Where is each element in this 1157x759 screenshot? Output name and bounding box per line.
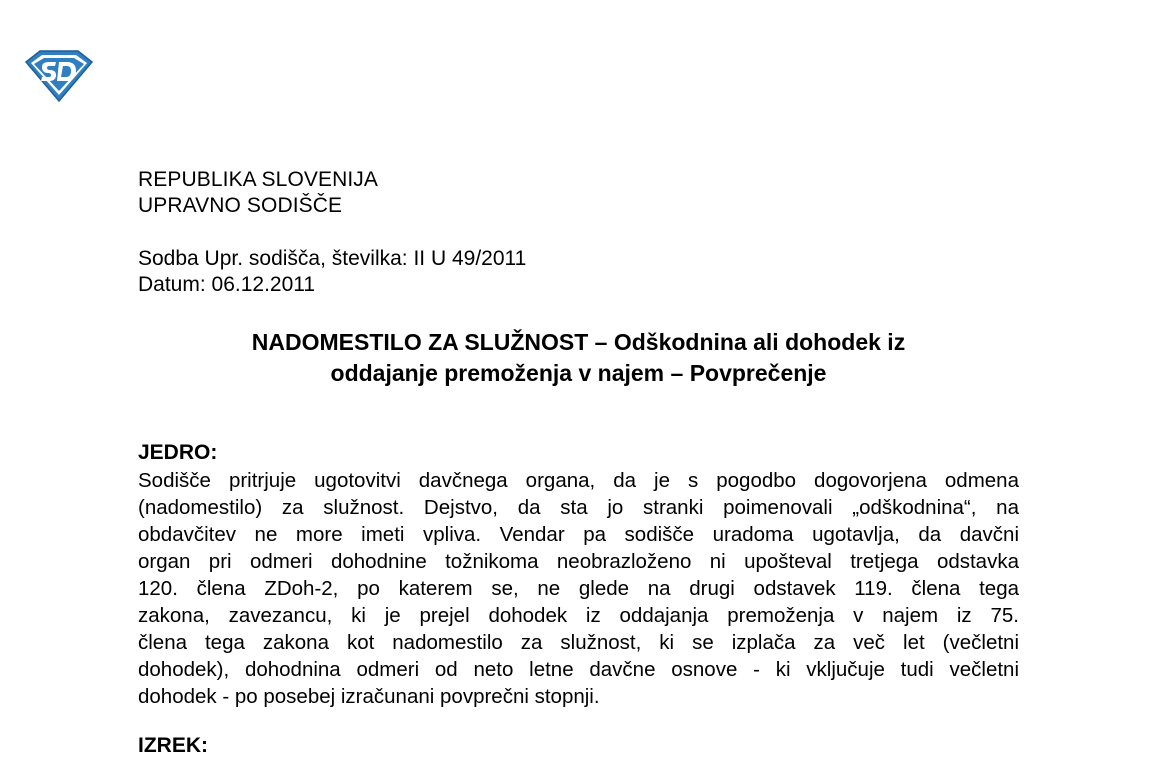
paragraph-line: obdavčitev ne more imeti vpliva. Vendar pa sodišče uradoma ugotavlja, da davčni xyxy=(138,523,1019,546)
court-name: UPRAVNO SODIŠČE xyxy=(138,194,343,217)
paragraph-line: zakona, zavezancu, ki je prejel dohodek iz oddajanja premoženja v najem iz 75. xyxy=(138,604,1019,627)
jedro-paragraph xyxy=(138,467,1019,710)
document-title xyxy=(138,327,1019,389)
paragraph-line: dohodek), dohodnina odmeri od neto letne davčne osnove - ki vključuje tudi večletni xyxy=(138,658,1019,681)
title-line-2: oddajanje premoženja v najem – Povprečenje xyxy=(330,360,827,386)
paragraph-line: Sodišče pritrjuje ugotovitvi davčnega organa, da je s pogodbo dogovorjena odmena xyxy=(138,469,1019,492)
sodisce-shield-logo-icon xyxy=(22,48,96,104)
court-logo xyxy=(22,48,96,104)
court-header xyxy=(138,167,378,219)
paragraph-line: člena tega zakona kot nadomestilo za služnost, ki se izplača za več let (večletni xyxy=(138,631,1019,654)
date-line: Datum: 06.12.2011 xyxy=(138,273,316,296)
title-line-1: NADOMESTILO ZA SLUŽNOST – Odškodnina ali dohodek iz xyxy=(251,329,906,355)
case-number-line: Sodba Upr. sodišča, številka: II U 49/2011 xyxy=(138,247,527,270)
paragraph-line: dohodek - po posebej izračunani povprečni stopnji. xyxy=(138,685,600,708)
paragraph-line: organ pri odmeri dohodnine tožnikoma neobrazloženo ni upošteval tretjega odstavka xyxy=(138,550,1019,573)
paragraph-line: (nadomestilo) za služnost. Dejstvo, da sta jo stranki poimenovali „odškodnina“, na xyxy=(138,496,1019,519)
izrek-heading: IZREK: xyxy=(138,734,208,757)
judgment-meta xyxy=(138,246,526,298)
country-name: REPUBLIKA SLOVENIJA xyxy=(138,168,378,191)
jedro-heading: JEDRO: xyxy=(138,441,218,464)
paragraph-line: 120. člena ZDoh-2, po katerem se, ne glede na drugi odstavek 119. člena tega xyxy=(138,577,1019,600)
